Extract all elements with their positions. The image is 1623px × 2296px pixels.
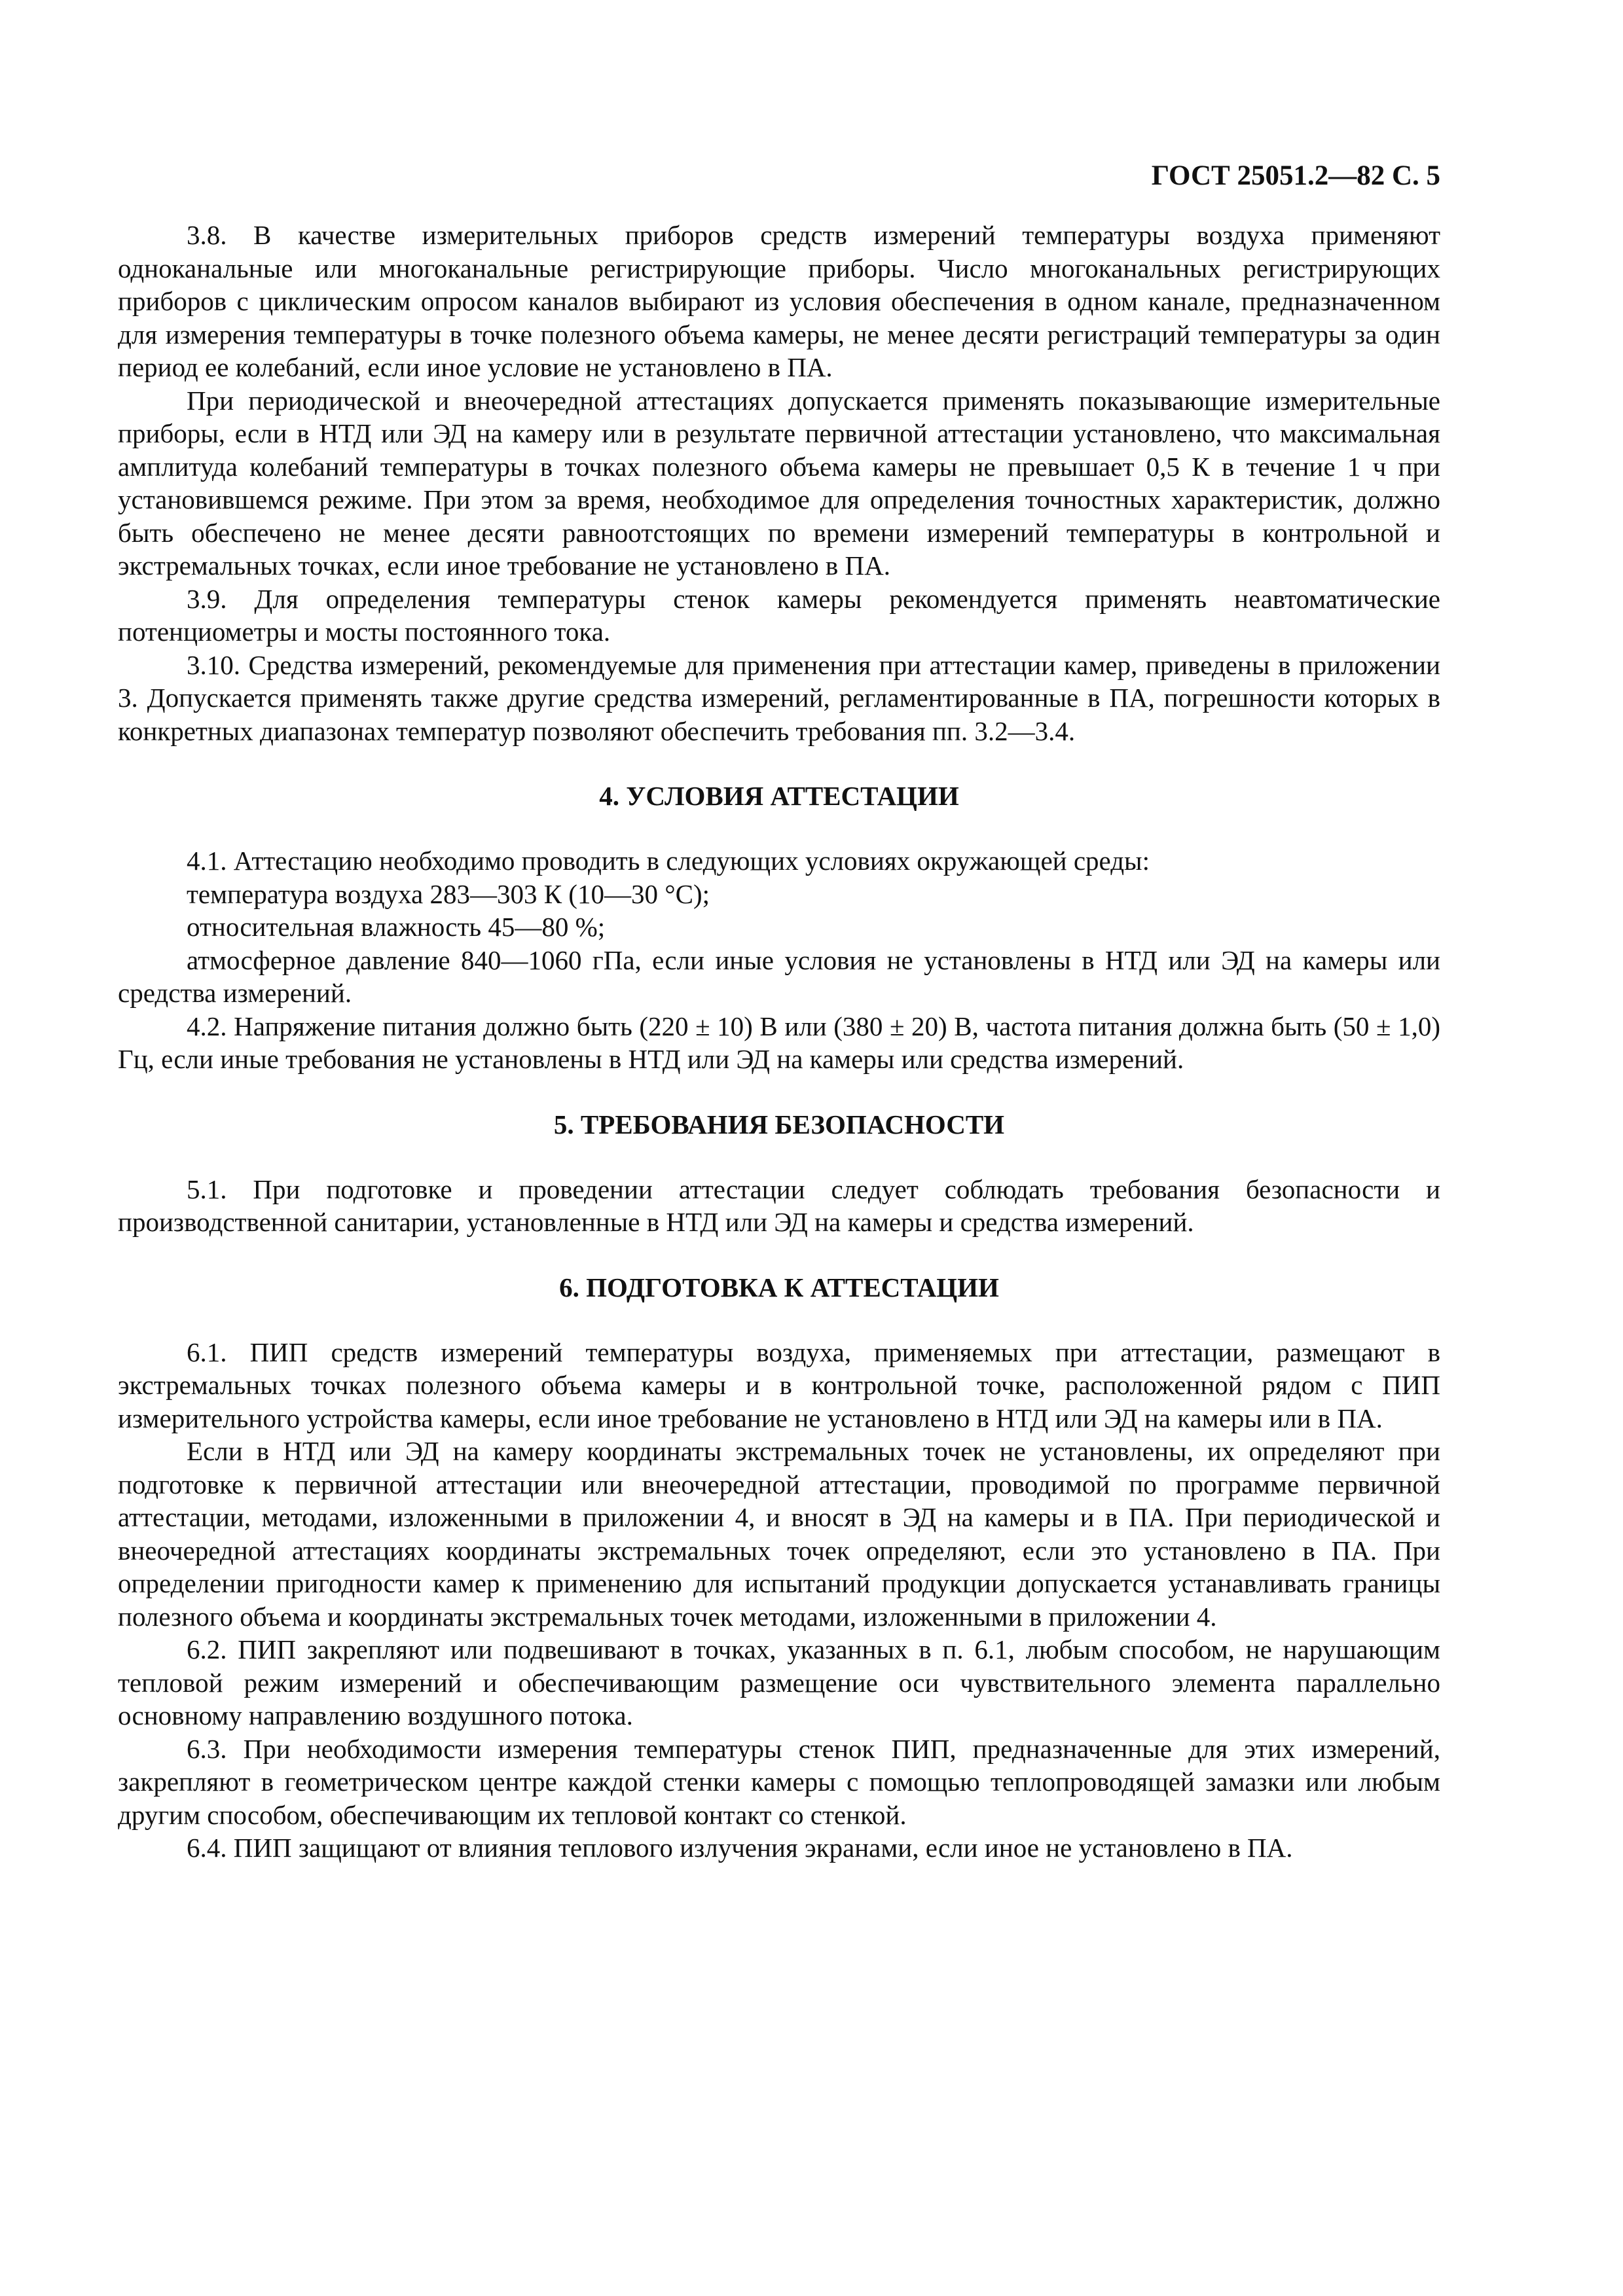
paragraph-6-4: 6.4. ПИП защищают от влияния теплового излучения экранами, если иное не установлено в ПА. (187, 1833, 1293, 1863)
paragraph-6-1-cont: Если в НТД или ЭД на камеру координаты экстремальных точек не установлены, их определяют при подготовке к первичной аттестации или внеочередной аттестации, проводимой по программе первичной аттестации, методами, изложенными в приложении 4, и вносят в ЭД на камеры и в ПА. При периодической и внеочередной аттестациях координаты экстремальных точек определяют, если это установлено в ПА. При определении пригодности камер к применению для испытаний продукции допускается устанавливать границы полезного объема и координаты экстремальных точек методами, изложенными в приложении 4. (118, 1436, 1440, 1632)
section-4-title: 4. УСЛОВИЯ АТТЕСТАЦИИ (599, 781, 959, 811)
paragraph-4-1: 4.1. Аттестацию необходимо проводить в следующих условиях окружающей среды: (187, 846, 1150, 876)
paragraph-3-10: 3.10. Средства измерений, рекомендуемые для применения при аттестации камер, приведены в приложении 3. Допускается применять также другие средства измерений, регламентированные в ПА, погрешности которых в конкретных диапазонах температур позволяют обеспечить требования пп. 3.2—3.4. (118, 649, 1440, 746)
paragraph-4-1-temperature: температура воздуха 283—303 К (10—30 °С); (187, 878, 710, 909)
paragraph-5-1: 5.1. При подготовке и проведении аттестации следует соблюдать требования безопасности и производственной санитарии, установленные в НТД или ЭД на камеры и средства измерений. (118, 1174, 1440, 1237)
paragraph-6-2: 6.2. ПИП закрепляют или подвешивают в точках, указанных в п. 6.1, любым способом, не нарушающим тепловой режим измерений и обеспечивающим размещение оси чувствительного элемента параллельно основному направлению воздушного потока. (118, 1634, 1440, 1731)
paragraph-3-8: 3.8. В качестве измерительных приборов средств измерений температуры воздуха применяют одноканальные или многоканальные регистрирующие приборы. Число многоканальных регистрирующих приборов с циклическим опросом каналов выбирают из условия обеспечения в одном канале, предназначенном для измерения температуры в точке полезного объема камеры, не менее десяти регистраций температуры за один период ее колебаний, если иное условие не установлено в ПА. (118, 220, 1440, 382)
section-6-title: 6. ПОДГОТОВКА К АТТЕСТАЦИИ (559, 1272, 999, 1302)
page-header: ГОСТ 25051.2—82 С. 5 (1151, 160, 1440, 191)
paragraph-4-1-pressure: атмосферное давление 840—1060 гПа, если иные условия не установлены в НТД или ЭД на камеры или средства измерений. (118, 944, 1440, 1008)
section-5-title: 5. ТРЕБОВАНИЯ БЕЗОПАСНОСТИ (553, 1109, 1005, 1139)
paragraph-6-1: 6.1. ПИП средств измерений температуры воздуха, применяемых при аттестации, размещают в экстремальных точках полезного объема камеры и в контрольной точке, расположенной рядом с ПИП измерительного устройства камеры, если иное требование не установлено в НТД или ЭД на камеры или в ПА. (118, 1336, 1440, 1433)
document-page (118, 157, 1440, 2186)
paragraph-4-1-humidity: относительная влажность 45—80 %; (187, 912, 606, 942)
paragraph-3-8-cont: При периодической и внеочередной аттестациях допускается применять показывающие измерительные приборы, если в НТД или ЭД на камеру или в результате первичной аттестации установлено, что максимальная амплитуда колебаний температуры в точках полезного объема камеры не превышает 0,5 К в течение 1 ч при установившемся режиме. При этом за время, необходимое для определения точностных характеристик, должно быть обеспечено не менее десяти равноотстоящих по времени измерений температуры в контрольной и экстремальных точках, если иное требование не установлено в ПА. (118, 385, 1440, 581)
paragraph-6-3: 6.3. При необходимости измерения температуры стенок ПИП, предназначенные для этих измерений, закрепляют в геометрическом центре каждой стенки камеры с помощью теплопроводящей замазки или любым другим способом, обеспечивающим их тепловой контакт со стенкой. (118, 1733, 1440, 1830)
paragraph-3-9: 3.9. Для определения температуры стенок камеры рекомендуется применять неавтоматические потенциометры и мосты постоянного тока. (118, 583, 1440, 647)
paragraph-4-2: 4.2. Напряжение питания должно быть (220 ± 10) В или (380 ± 20) В, частота питания должна быть (50 ± 1,0) Гц, если иные требования не установлены в НТД или ЭД на камеры или средства измерений. (118, 1011, 1440, 1074)
